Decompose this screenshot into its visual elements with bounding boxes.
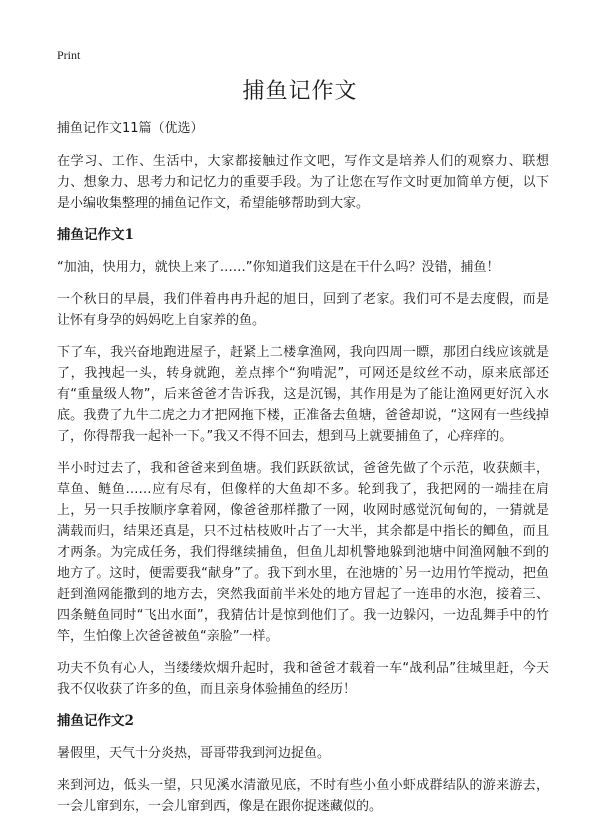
article-body: [57, 118, 549, 828]
intro-paragraph: 在学习、工作、生活中，大家都接触过作文吧，写作文是培养人们的观察力、联想力、想象力、思考力和记忆力的重要手段。为了让您在写作文时更加简单方便，以下是小编收集整理的捕鱼记作文，希望能够帮助到大家。: [57, 154, 549, 211]
paragraph: 半小时过去了，我和爸爸来到鱼塘。我们跃跃欲试，爸爸先做了个示范，收获颇丰，草鱼、鲢鱼……应有尽有，但像样的大鱼却不多。轮到我了，我把网的一端挂在肩上，另一只手按顺序拿着网，像爸爸那样撒了一网，收网时感觉沉甸甸的，一猜就是满载而归，结果还真是，只不过枯枝败叶占了一大半，其余都是中指长的鲫鱼，而且才两条。为完成任务，我们得继续捕鱼，但鱼儿却机警地躲到池塘中间渔网触不到的地方了。这时，便需要我“献身”了。我下到水里，在池塘的`另一边用竹竿搅动，把鱼赶到渔网能撒到的地方去，突然我面前半米处的地方冒起了一连串的水泡，接着三、四条鲢鱼同时“飞出水面”，我猜估计是惊到他们了。我一边躲闪，一边乱舞手中的竹竿，生怕像上次爸爸被鱼“亲脸”一样。: [57, 461, 549, 644]
article-subtitle: 捕鱼记作文11篇（优选）: [57, 121, 204, 136]
print-link[interactable]: Print: [57, 48, 81, 62]
paragraph: 下了车，我兴奋地跑进屋子，赶紧上二楼拿渔网，我向四周一瞟，那团白线应该就是了，我拽起一头，转身就跑，差点摔个“狗啃泥”，可网还是纹丝不动，原来底部还有“重量级人物”，后来爸爸才告诉我，这是沉锡，其作用是为了能让渔网更好沉入水底。我费了九牛二虎之力才把网拖下楼，正准备去鱼塘，爸爸却说，“这网有一些线掉了，你得帮我一起补一下。”我又不得不回去，想到马上就要捕鱼了，心痒痒的。: [57, 345, 549, 444]
paragraph: 功夫不负有心人，当缕缕炊烟升起时，我和爸爸才载着一车“战利品”往城里赶，今天我不仅收获了许多的鱼，而且亲身体验捕鱼的经历！: [57, 661, 549, 697]
paragraph: 暑假里，天气十分炎热，哥哥带我到河边捉鱼。: [57, 746, 331, 761]
section-heading: 捕鱼记作文1: [57, 227, 134, 243]
paragraph: “加油，快用力，就快上来了……”你知道我们这是在干什么吗？没错，捕鱼！: [57, 260, 500, 275]
page-title: 捕鱼记作文: [242, 79, 358, 104]
section-heading: 捕鱼记作文2: [57, 713, 134, 729]
paragraph: 来到河边，低头一望，只见溪水清澈见底，不时有些小鱼小虾成群结队的游来游去，一会儿窜到东，一会儿窜到西，像是在跟你捉迷藏似的。: [57, 778, 549, 814]
paragraph: 一个秋日的早晨，我们伴着冉冉升起的旭日，回到了老家。我们可不是去度假，而是让怀有身孕的妈妈吃上自家养的鱼。: [57, 292, 549, 328]
